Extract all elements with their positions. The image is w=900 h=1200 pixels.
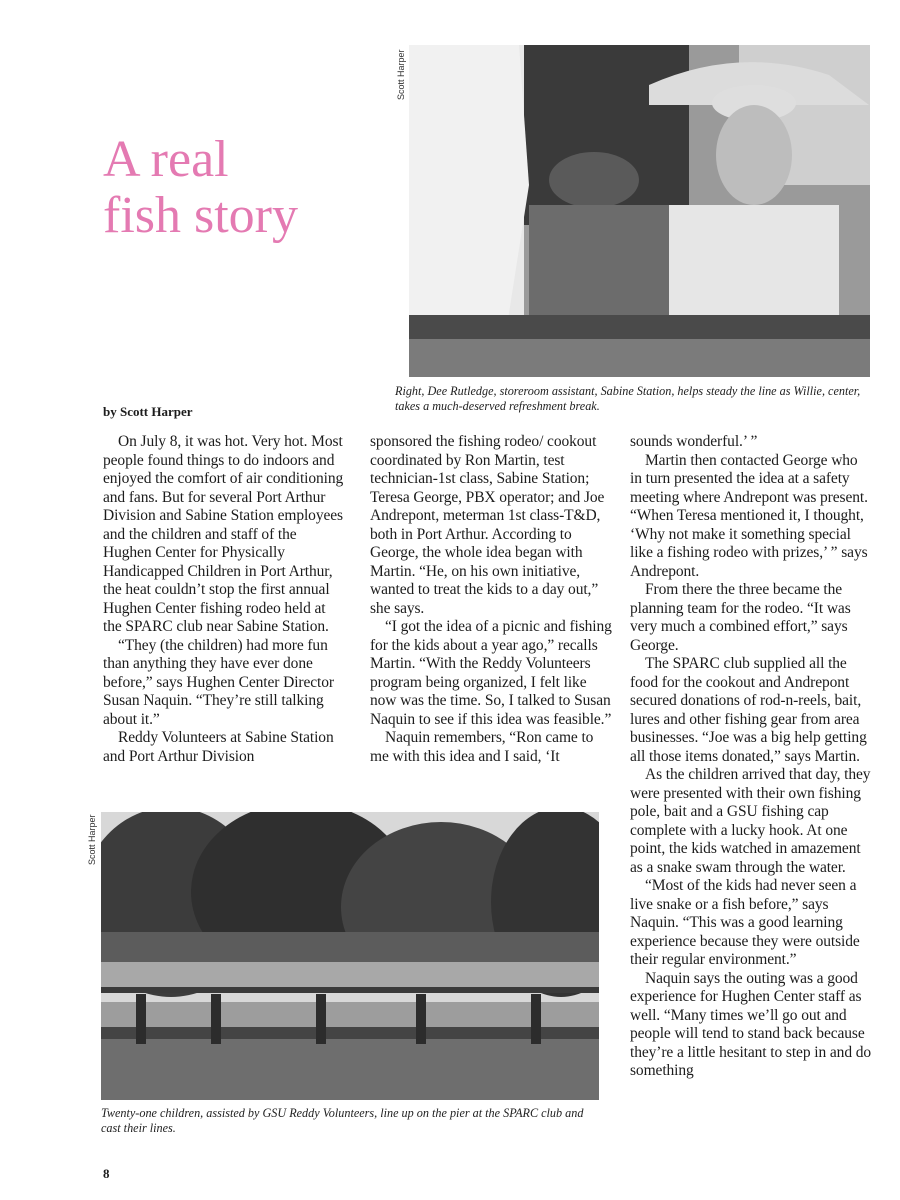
paragraph: Martin then contacted George who in turn presented the idea at a safety meeting where Andrepont was present. “When Teresa mentioned it, I thought, ‘Why not make it something special like a fishing rodeo with prizes,’ ” says Andrepont. (630, 451, 868, 580)
top-photo-credit: Scott Harper (396, 49, 406, 100)
article-column-1 (103, 433, 345, 766)
bottom-photo-credit: Scott Harper (87, 814, 97, 865)
paragraph: sounds wonderful.’ ” (630, 433, 758, 450)
paragraph: Naquin remembers, “Ron came to me with this idea and I said, ‘It (370, 729, 594, 765)
paragraph: As the children arrived that day, they were presented with their own fishing pole, bait and a GSU fishing cap complete with a lucky hook. At one point, the kids watched in amazement as a snake swam through the water. (630, 766, 871, 876)
article-column-2 (370, 433, 612, 766)
article-title-line2: fish story (103, 187, 298, 244)
paragraph: Naquin says the outing was a good experience for Hughen Center staff as well. “Many times we’ll go out and people will tend to stand back because they’re a little hesitant to step in and do something (630, 969, 872, 1079)
paragraph: “They (the children) had more fun than anything they have ever done before,” says Hughen Center Director Susan Naquin. “They’re still talking about it.” (103, 636, 334, 728)
bottom-photo-image (101, 812, 599, 1100)
page-number: 8 (103, 1166, 110, 1181)
article-title (103, 132, 403, 244)
top-photo-caption: Right, Dee Rutledge, storeroom assistant, Sabine Station, helps steady the line as Willie, center, takes a much-deserved refreshment break. (395, 384, 861, 413)
top-photo (409, 45, 870, 377)
paragraph: “I got the idea of a picnic and fishing for the kids about a year ago,” recalls Martin. “With the Reddy Volunteers program being organized, I felt like now was the time. So, I talked to Susan Naquin to see if this idea was feasible.” (370, 618, 612, 728)
bottom-photo-caption: Twenty-one children, assisted by GSU Reddy Volunteers, line up on the pier at the SPARC club and cast their lines. (101, 1106, 584, 1135)
paragraph: “Most of the kids had never seen a live snake or a fish before,” says Naquin. “This was a good learning experience because they were outside their regular environment.” (630, 877, 860, 968)
paragraph: On July 8, it was hot. Very hot. Most people found things to do indoors and enjoyed the comfort of air conditioning and fans. But for several Port Arthur Division and Sabine Station employees and the children and staff of the Hughen Center for Physically Handicapped Children in Port Arthur, the heat couldn’t stop the first annual Hughen Center fishing rodeo held at the SPARC club near Sabine Station. (103, 433, 344, 635)
bottom-photo (101, 812, 599, 1100)
byline: by Scott Harper (103, 404, 193, 419)
paragraph: sponsored the fishing rodeo/ cookout coordinated by Ron Martin, test technician-1st class, Sabine Station; Teresa George, PBX operator; and Joe Andrepont, meterman 1st class-T&D, both in Port Arthur. According to George, the whole idea began with Martin. “He, on his own initiative, wanted to treat the kids to a day out,” she says. (370, 433, 605, 617)
paragraph: Reddy Volunteers at Sabine Station and Port Arthur Division (103, 729, 334, 765)
article-column-3 (630, 433, 873, 1081)
top-photo-image (409, 45, 870, 377)
paragraph: The SPARC club supplied all the food for the cookout and Andrepont secured donations of rod-n-reels, bait, lures and other fishing gear from area businesses. “Joe was a big help getting all those items donated,” says Martin. (630, 655, 867, 765)
paragraph: From there the three became the planning team for the rodeo. “It was very much a combined effort,” says George. (630, 581, 851, 654)
article-title-line1: A real (103, 131, 229, 188)
